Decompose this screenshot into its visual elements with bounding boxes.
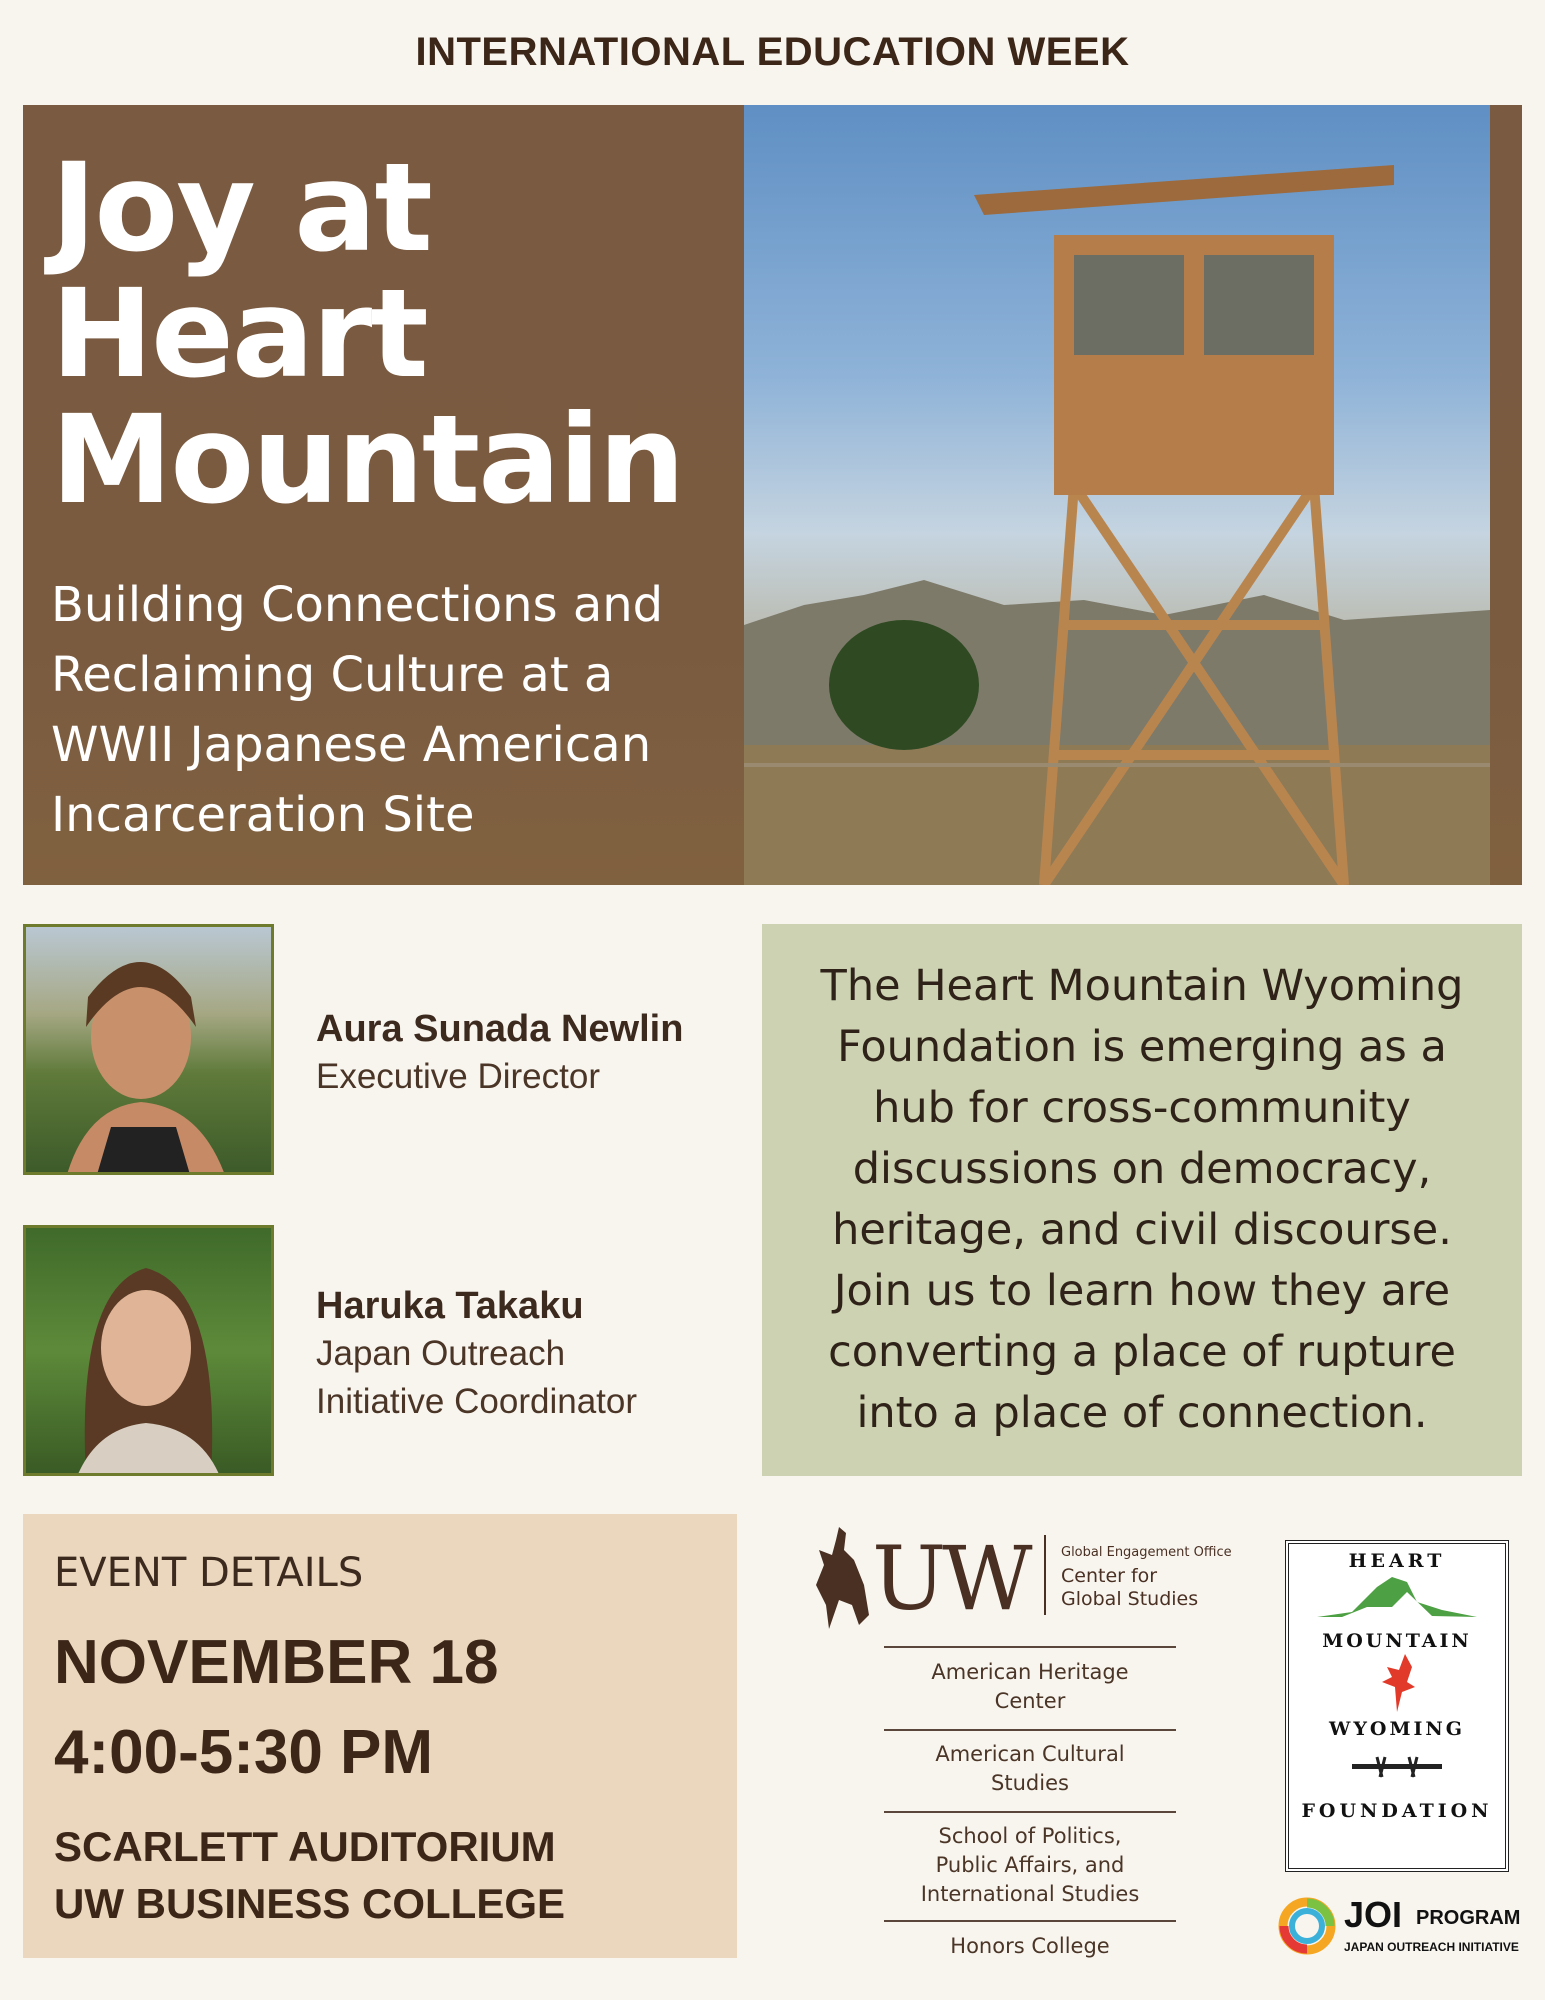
- uw-unit: [1061, 1565, 1198, 1611]
- logo-word: FOUNDATION: [1301, 1800, 1493, 1822]
- event-series-title: INTERNATIONAL EDUCATION WEEK: [415, 30, 1130, 74]
- subtitle-line: Building Connections and: [51, 577, 664, 633]
- uw-logo: [814, 1525, 1284, 1635]
- heart-mountain-foundation-logo: [1285, 1540, 1509, 1872]
- speaker-photo-haruka: [23, 1225, 274, 1476]
- joi-program-text: PROGRAM: [1416, 1907, 1521, 1929]
- event-venue: SCARLETT AUDITORIUM: [54, 1823, 556, 1870]
- knot-icon: [1276, 1895, 1338, 1957]
- partner-line: American Heritage: [931, 1660, 1129, 1684]
- uw-unit-line: Global Studies: [1061, 1588, 1199, 1610]
- subtitle-line: WWII Japanese American: [51, 717, 652, 773]
- partner-line: School of Politics,: [938, 1824, 1122, 1848]
- partner-honors-college: Honors College: [950, 1934, 1110, 1958]
- speaker-role: Executive Director: [316, 1057, 600, 1096]
- subtitle-line: Incarceration Site: [51, 787, 475, 843]
- description-text: The Heart Mountain Wyoming Foundation is emerging as a hub for cross-community discussions on democracy, heritage, and civil discourse. Join us to learn how they are converting a place of rupture into a place of connection.: [820, 961, 1464, 1438]
- bucking-horse-icon: [814, 1525, 874, 1631]
- speaker-name: Aura Sunada Newlin: [316, 1008, 684, 1050]
- event-venue: UW BUSINESS COLLEGE: [54, 1880, 566, 1927]
- speaker-photo-aura: [23, 924, 274, 1175]
- joi-mark: JOI: [1344, 1894, 1403, 1935]
- partner-line: Center: [994, 1689, 1066, 1713]
- role-line: Japan Outreach: [316, 1334, 566, 1373]
- title-line: Joy at: [51, 137, 431, 279]
- speaker-name: Haruka Takaku: [316, 1285, 584, 1327]
- description-box: [762, 924, 1522, 1476]
- subtitle-line: Reclaiming Culture at a: [51, 647, 614, 703]
- joi-program-logo: [1276, 1895, 1538, 1958]
- watchtower-photo: [744, 105, 1490, 885]
- mountain-icon: [1312, 1572, 1482, 1622]
- logo-word: WYOMING: [1329, 1718, 1465, 1740]
- partner-school-of-politics: [884, 1822, 1176, 1909]
- uw-unit-line: Center for: [1061, 1565, 1158, 1587]
- event-date: NOVEMBER 18: [54, 1628, 499, 1697]
- hero-banner: [23, 105, 1522, 885]
- role-line: Initiative Coordinator: [316, 1382, 637, 1421]
- uw-wordmark: UW: [872, 1527, 1029, 1630]
- partner-line: Studies: [991, 1771, 1069, 1795]
- paintbrush-flower-icon: [1367, 1652, 1427, 1714]
- joi-full-name: JAPAN OUTREACH INITIATIVE: [1344, 1940, 1519, 1954]
- partner-american-heritage-center: [884, 1658, 1176, 1716]
- partner-line: Public Affairs, and: [935, 1853, 1125, 1877]
- speaker-role: [316, 1330, 637, 1426]
- event-subtitle: [51, 570, 751, 850]
- event-details-box: [23, 1514, 737, 1958]
- logo-word: HEART: [1348, 1550, 1446, 1572]
- uw-office: Global Engagement Office: [1061, 1545, 1232, 1560]
- title-line: Heart: [51, 263, 427, 405]
- title-line: Mountain: [51, 389, 684, 531]
- partner-line: American Cultural: [935, 1742, 1125, 1766]
- partner-line: International Studies: [920, 1882, 1140, 1906]
- barbed-wire-icon: [1347, 1752, 1447, 1782]
- logo-word: MOUNTAIN: [1322, 1630, 1472, 1652]
- event-details-label: EVENT DETAILS: [54, 1550, 364, 1596]
- event-title: [51, 137, 684, 531]
- event-time: 4:00-5:30 PM: [54, 1718, 434, 1787]
- partner-american-cultural-studies: [884, 1740, 1176, 1798]
